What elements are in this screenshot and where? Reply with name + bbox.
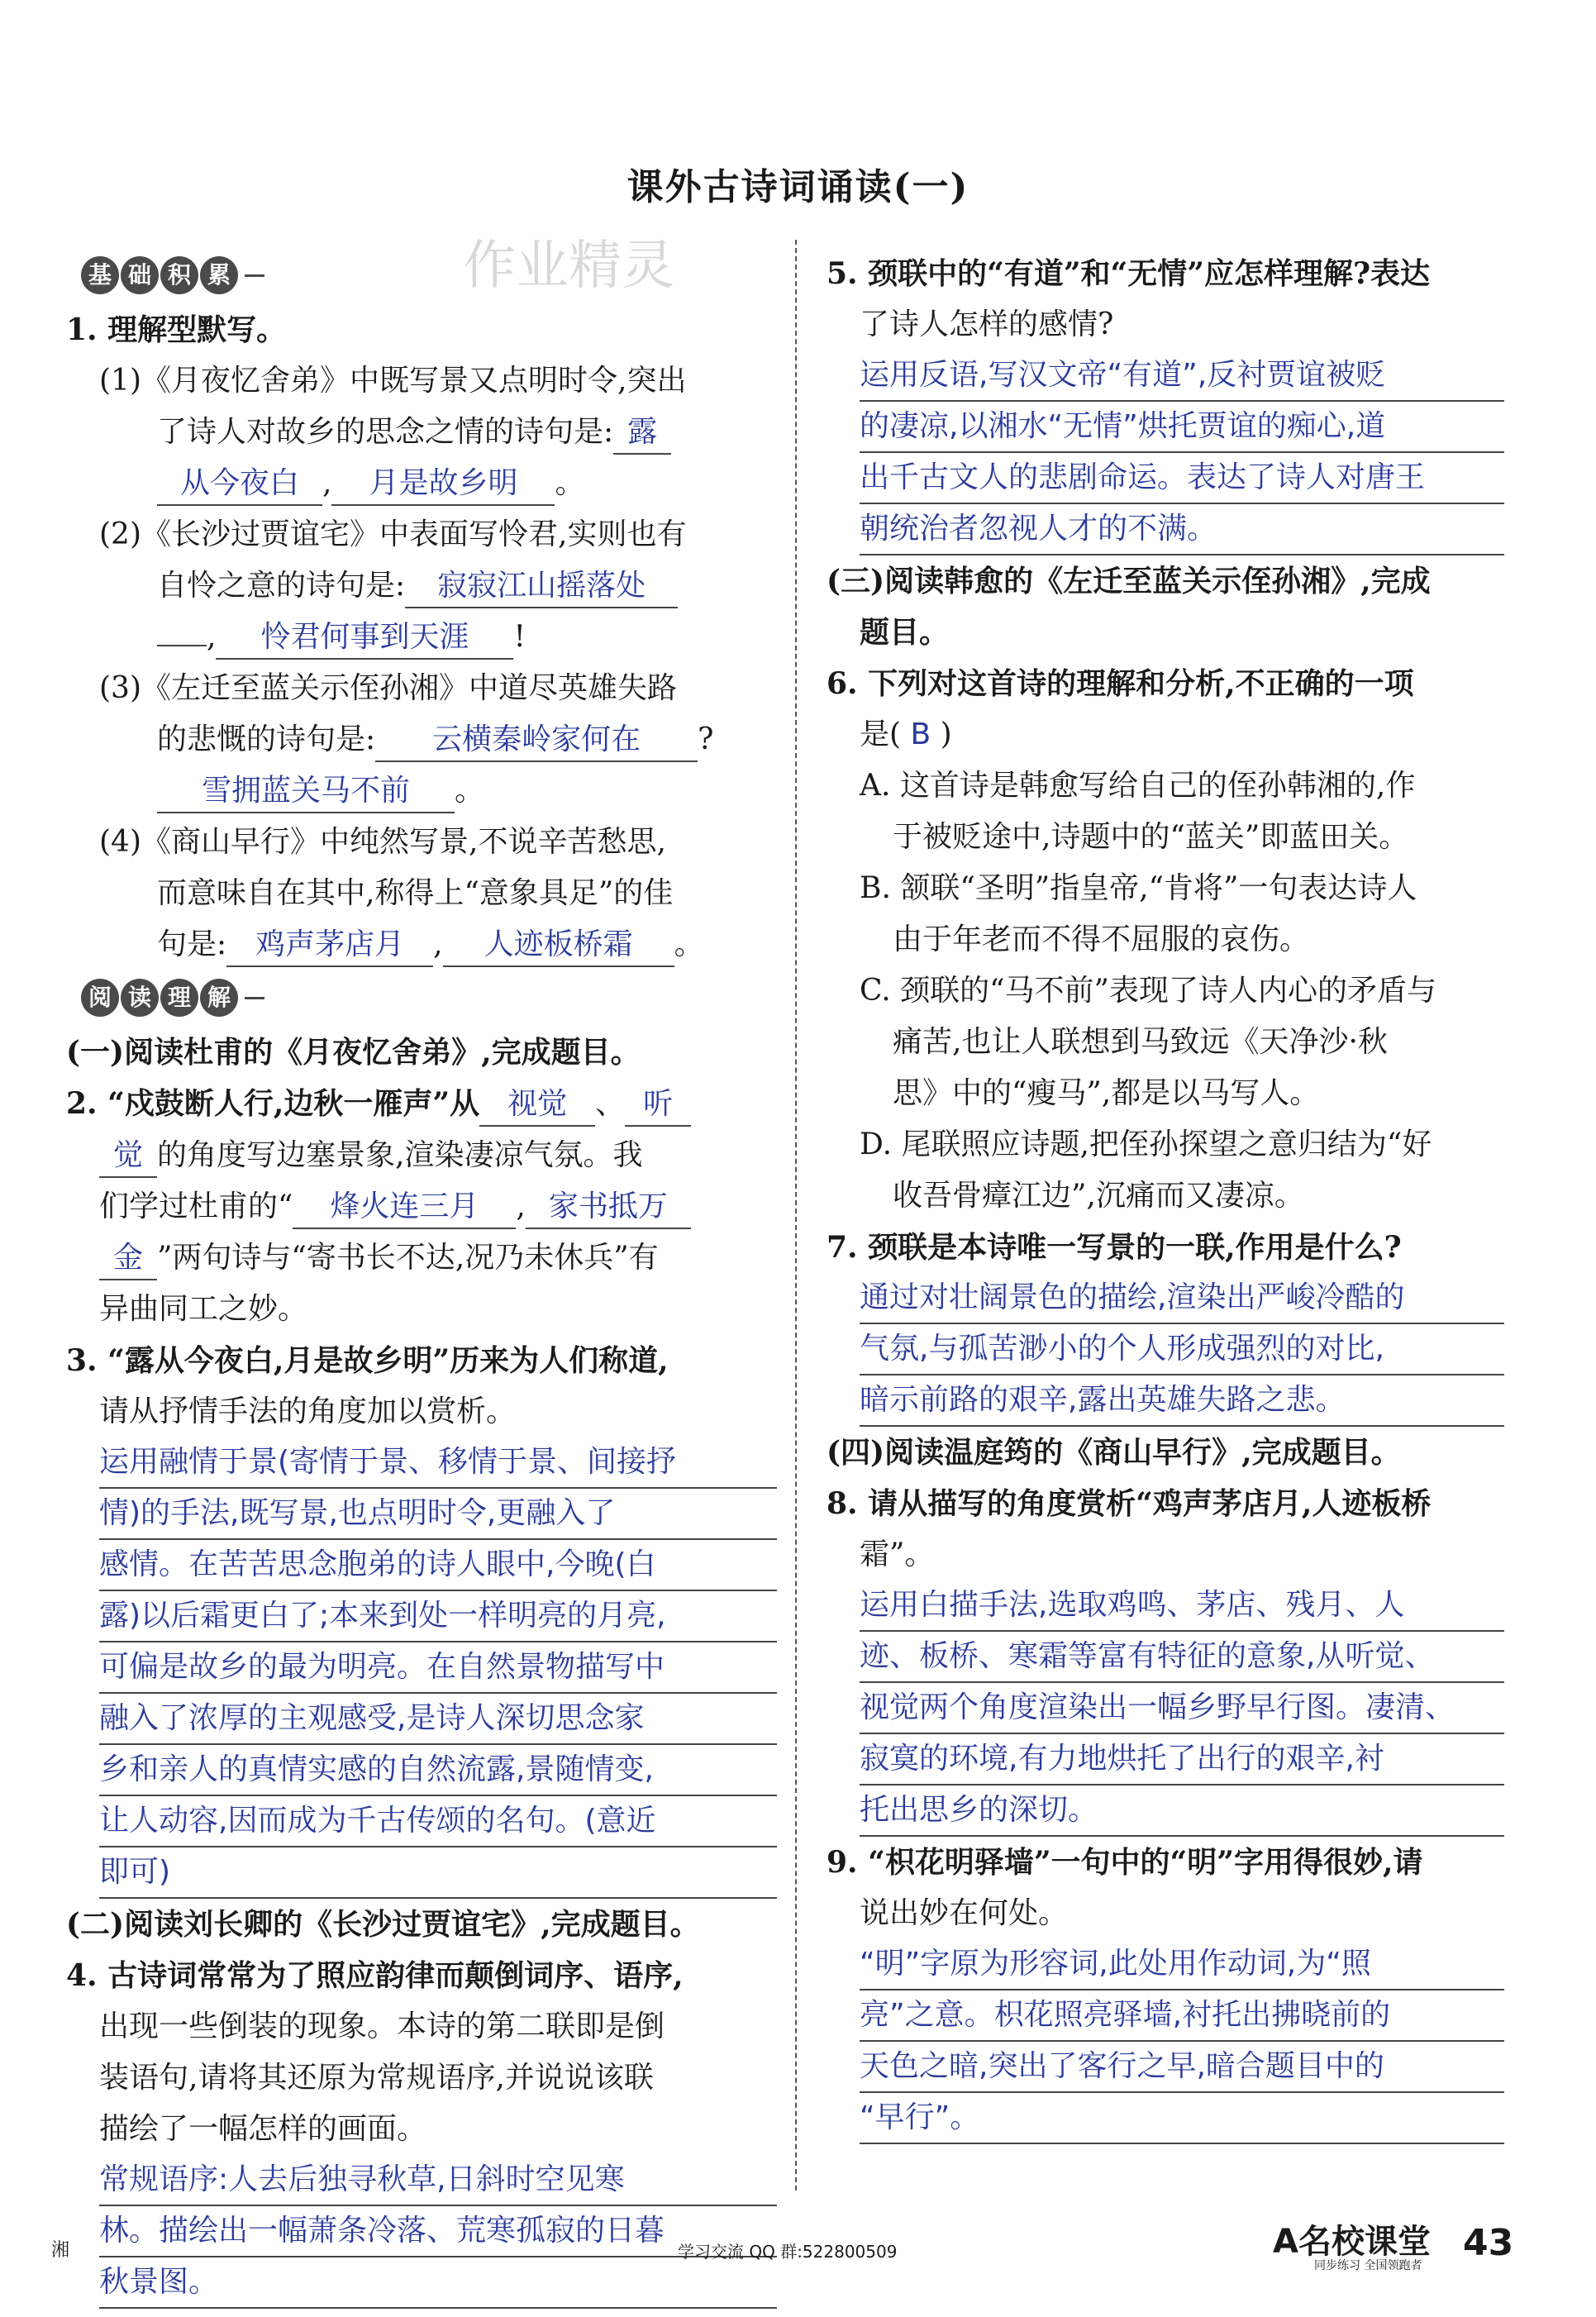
part-3-heading-b: 题目。 bbox=[860, 615, 950, 650]
q5-answer-line: 的凄凉,以湘水“无情”烘托贾谊的痴心,道 bbox=[860, 402, 1504, 453]
q1-1-answer-1a: 露 bbox=[613, 412, 671, 455]
q1-4-line-b: 而意味自在其中,称得上“意象具足”的佳 bbox=[157, 876, 674, 910]
footer-region-mark: 湘 bbox=[51, 2240, 70, 2261]
question-9-a: 9. “枳花明驿墙”一句中的“明”字用得很妙,请 bbox=[827, 1845, 1423, 1880]
q9-answer-line: “明”字原为形容词,此处用作动词,为“照 bbox=[860, 1939, 1504, 1990]
q3-answer-line: 即可) bbox=[99, 1847, 777, 1899]
q6-option-d-1: D. 尾联照应诗题,把侄孙探望之意归结为“好 bbox=[860, 1128, 1432, 1161]
left-column bbox=[66, 248, 777, 2309]
q1-3-line-a: (3)《左迁至蓝关示侄孙湘》中道尽英雄失路 bbox=[99, 671, 677, 705]
q6-option-c-2: 痛苦,也让人联想到马致远《天净沙·秋 bbox=[893, 1025, 1388, 1059]
section-badge-char: 基 bbox=[81, 256, 119, 294]
column-divider bbox=[795, 240, 797, 2191]
q1-3-answer-1: 云横秦岭家何在 bbox=[375, 719, 698, 762]
q3-answer bbox=[66, 1437, 777, 1899]
q6-option-b-1: B. 颔联“圣明”指皇帝,“肯将”一句表达诗人 bbox=[860, 871, 1417, 905]
question-3-b: 请从抒情手法的角度加以赏析。 bbox=[99, 1394, 517, 1428]
question-3-a: 3. “露从今夜白,月是故乡明”历来为人们称道, bbox=[66, 1343, 669, 1378]
section-badge-char: 积 bbox=[160, 256, 198, 294]
q2-line-d: 金 ”两句诗与“寄书长不达,况乃未休兵”有 bbox=[66, 1232, 777, 1284]
q2-answer-2a: 听 bbox=[625, 1084, 691, 1127]
q5-answer-line: 朝统治者忽视人才的不满。 bbox=[860, 504, 1504, 555]
q1-4-line-c: 句是: 鸡声茅店月 , 人迹板桥霜 。 bbox=[66, 919, 777, 970]
q3-answer-line: 感情。在苦苦思念胞弟的诗人眼中,今晚(白 bbox=[99, 1540, 777, 1591]
q1-3-line-b: 的悲慨的诗句是: 云横秦岭家何在 ? bbox=[66, 714, 777, 765]
q7-answer bbox=[827, 1273, 1504, 1427]
q1-1-line-c: 从今夜白 , 月是故乡明 。 bbox=[66, 458, 777, 509]
q1-2-line-c: , 怜君何事到天涯 ! bbox=[66, 612, 777, 663]
question-8-b: 霜”。 bbox=[860, 1538, 935, 1571]
question-4-b: 出现一些倒装的现象。本诗的第二联即是倒 bbox=[99, 2009, 665, 2043]
part-4-heading: (四)阅读温庭筠的《商山早行》,完成题目。 bbox=[827, 1435, 1401, 1470]
section-badge-tail bbox=[245, 274, 264, 277]
q9-answer-line: 亮”之意。枳花照亮驿墙,衬托出拂晓前的 bbox=[860, 1990, 1504, 2042]
question-9-b: 说出妙在何处。 bbox=[860, 1896, 1069, 1930]
q2-answer-2b: 觉 bbox=[99, 1135, 157, 1178]
section-badge-char: 累 bbox=[200, 256, 238, 294]
section-badge-char: 阅 bbox=[81, 979, 119, 1017]
page-title: 课外古诗词诵读(一) bbox=[626, 166, 970, 208]
page-number: 43 bbox=[1463, 2222, 1514, 2264]
q2-answer-4b: 金 bbox=[99, 1237, 157, 1280]
brand-slogan: 同步练习 全国领跑者 bbox=[1314, 2259, 1422, 2272]
watermark: 作业精灵 bbox=[463, 236, 674, 297]
part-1-heading: (一)阅读杜甫的《月夜忆舍弟》,完成题目。 bbox=[66, 1035, 641, 1070]
q1-3-answer-2: 雪拥蓝关马不前 bbox=[157, 770, 455, 813]
question-5-b: 了诗人怎样的感情? bbox=[860, 308, 1114, 341]
q1-2-answer-2: 怜君何事到天涯 bbox=[216, 617, 513, 660]
q8-answer-line: 迹、板桥、寒霜等富有特征的意象,从听觉、 bbox=[860, 1632, 1504, 1683]
section-badge-tail bbox=[245, 997, 264, 999]
q4-answer-line: 秋景图。 bbox=[99, 2257, 777, 2309]
q5-answer-line: 出千古文人的悲剧命运。表达了诗人对唐王 bbox=[860, 453, 1504, 504]
question-4-d: 描绘了一幅怎样的画面。 bbox=[99, 2112, 427, 2146]
q6-answer: B bbox=[910, 718, 931, 751]
q5-answer-line: 运用反语,写汉文帝“有道”,反衬贾谊被贬 bbox=[860, 350, 1504, 402]
q3-answer-line: 融入了浓厚的主观感受,是诗人深切思念家 bbox=[99, 1694, 777, 1745]
question-6-b: 是( B ) bbox=[860, 718, 952, 751]
q9-answer-line: “早行”。 bbox=[860, 2093, 1504, 2144]
brand-logo: A名校课堂 bbox=[1273, 2223, 1431, 2261]
q2-line-e: 异曲同工之妙。 bbox=[99, 1292, 308, 1326]
q1-1-line-a: (1)《月夜忆舍弟》中既写景又点明时令,突出 bbox=[99, 364, 687, 398]
q1-1-answer-1b: 从今夜白 bbox=[157, 463, 322, 506]
q4-answer bbox=[66, 2155, 777, 2309]
q2-line-a: 2. “戍鼓断人行,边秋一雁声”从 视觉 、 听 bbox=[66, 1078, 777, 1130]
q1-4-answer-1: 鸡声茅店月 bbox=[226, 924, 433, 967]
q6-option-d-2: 收吾骨瘴江边”,沉痛而又凄凉。 bbox=[893, 1179, 1304, 1213]
part-2-heading: (二)阅读刘长卿的《长沙过贾谊宅》,完成题目。 bbox=[66, 1907, 700, 1942]
q4-answer-line: 常规语序:人去后独寻秋草,日斜时空见寒 bbox=[99, 2155, 777, 2206]
q8-answer-line: 运用白描手法,选取鸡鸣、茅店、残月、人 bbox=[860, 1580, 1504, 1632]
q5-answer bbox=[827, 350, 1504, 555]
q2-answer-3: 烽火连三月 bbox=[293, 1186, 516, 1229]
section-basic-badge bbox=[66, 253, 279, 298]
q3-answer-line: 运用融情于景(寄情于景、移情于景、间接抒 bbox=[99, 1437, 777, 1489]
section-reading-badge bbox=[66, 975, 279, 1020]
question-4-a: 4. 古诗词常常为了照应韵律而颠倒词序、语序, bbox=[66, 1958, 684, 1993]
q7-answer-line: 暗示前路的艰辛,露出英雄失路之悲。 bbox=[860, 1375, 1504, 1427]
q1-2-line-a: (2)《长沙过贾谊宅》中表面写怜君,实则也有 bbox=[99, 517, 687, 551]
section-badge-char: 理 bbox=[160, 979, 198, 1017]
q9-answer-line: 天色之暗,突出了客行之早,暗合题目中的 bbox=[860, 2042, 1504, 2093]
question-5-a: 5. 颈联中的“有道”和“无情”应怎样理解?表达 bbox=[827, 256, 1431, 291]
question-4-c: 装语句,请将其还原为常规语序,并说说该联 bbox=[99, 2061, 654, 2095]
q1-1-line-b: 了诗人对故乡的思念之情的诗句是: 露 bbox=[66, 407, 777, 458]
q6-option-a-1: A. 这首诗是韩愈写给自己的侄孙韩湘的,作 bbox=[860, 769, 1416, 803]
q3-answer-line: 可偏是故乡的最为明亮。在自然景物描写中 bbox=[99, 1642, 777, 1694]
q6-option-a-2: 于被贬途中,诗题中的“蓝关”即蓝田关。 bbox=[893, 820, 1409, 854]
q3-answer-line: 让人动容,因而成为千古传颂的名句。(意近 bbox=[99, 1796, 777, 1847]
part-3-heading-a: (三)阅读韩愈的《左迁至蓝关示侄孙湘》,完成 bbox=[827, 564, 1431, 598]
q8-answer bbox=[827, 1580, 1504, 1837]
footer-qq-group: 学习交流 QQ 群:522800509 bbox=[678, 2242, 898, 2262]
q6-option-c-1: C. 颈联的“马不前”表现了诗人内心的矛盾与 bbox=[860, 974, 1436, 1008]
question-6-a: 6. 下列对这首诗的理解和分析,不正确的一项 bbox=[827, 666, 1414, 701]
q1-4-answer-2: 人迹板桥霜 bbox=[443, 924, 674, 967]
q8-answer-line: 托出思乡的深切。 bbox=[860, 1785, 1504, 1837]
question-1: 1. 理解型默写。 bbox=[66, 312, 287, 347]
section-badge-char: 础 bbox=[121, 256, 159, 294]
q3-answer-line: 乡和亲人的真情实感的自然流露,景随情变, bbox=[99, 1745, 777, 1796]
q2-answer-1: 视觉 bbox=[479, 1084, 595, 1127]
right-column bbox=[827, 248, 1504, 2144]
q6-option-b-2: 由于年老而不得不屈服的哀伤。 bbox=[893, 923, 1310, 956]
q1-3-line-c: 雪拥蓝关马不前 。 bbox=[66, 765, 777, 817]
q6-option-c-3: 思》中的“瘦马”,都是以马写人。 bbox=[893, 1076, 1320, 1110]
q3-answer-line: 露)以后霜更白了;本来到处一样明亮的月亮, bbox=[99, 1591, 777, 1642]
section-badge-char: 读 bbox=[121, 979, 159, 1017]
q1-4-line-a: (4)《商山早行》中纯然写景,不说辛苦愁思, bbox=[99, 825, 666, 859]
q2-line-c: 们学过杜甫的“ 烽火连三月 , 家书抵万 bbox=[66, 1181, 777, 1232]
q3-answer-line: 情)的手法,既写景,也点明时令,更融入了 bbox=[99, 1489, 777, 1540]
q1-2-line-b: 自怜之意的诗句是: 寂寂江山摇落处 bbox=[66, 560, 777, 612]
question-7: 7. 颈联是本诗唯一写景的一联,作用是什么? bbox=[827, 1230, 1402, 1265]
q4-answer-line: 林。描绘出一幅萧条冷落、荒寒孤寂的日暮 bbox=[99, 2206, 777, 2257]
q7-answer-line: 通过对壮阔景色的描绘,渲染出严峻冷酷的 bbox=[860, 1273, 1504, 1324]
q8-answer-line: 视觉两个角度渲染出一幅乡野早行图。凄清、 bbox=[860, 1683, 1504, 1734]
question-8-a: 8. 请从描写的角度赏析“鸡声茅店月,人迹板桥 bbox=[827, 1486, 1432, 1521]
q8-answer-line: 寂寞的环境,有力地烘托了出行的艰辛,衬 bbox=[860, 1734, 1504, 1785]
q1-2-answer-1: 寂寂江山摇落处 bbox=[405, 565, 678, 608]
q9-answer bbox=[827, 1939, 1504, 2144]
q2-line-b: 觉 的角度写边塞景象,渲染凄凉气氛。我 bbox=[66, 1130, 777, 1181]
q1-1-answer-2: 月是故乡明 bbox=[331, 463, 555, 506]
q7-answer-line: 气氛,与孤苦渺小的个人形成强烈的对比, bbox=[860, 1324, 1504, 1375]
section-badge-char: 解 bbox=[200, 979, 238, 1017]
q2-answer-4a: 家书抵万 bbox=[526, 1186, 691, 1229]
